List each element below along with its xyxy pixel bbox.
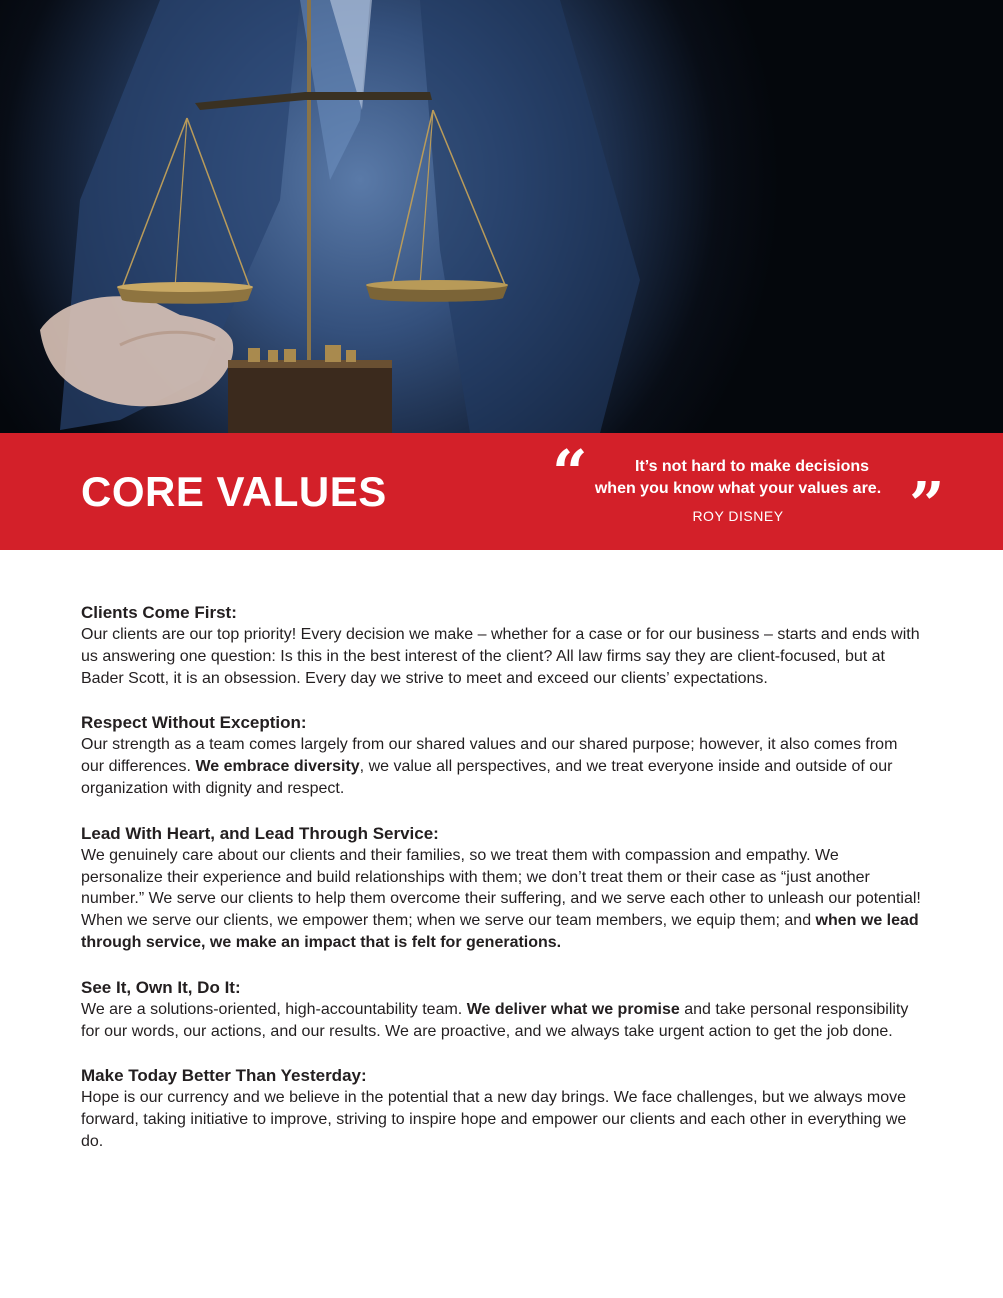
value-respect-without-exception: [81, 712, 921, 799]
value-description: Our clients are our top priority! Every decision we make – whether for a case or for our business – starts and ends with us answering one question: Is this in the best interest of the client? All law firms say they are client-focused, but at Bader Scott, it is an obsession. Every day we strive to meet and exceed our clients’ expectations.: [81, 626, 920, 687]
value-see-it-own-it-do-it: [81, 977, 921, 1043]
emphasis: We embrace diversity: [195, 758, 360, 776]
quote-line-1: It’s not hard to make decisions: [634, 458, 870, 475]
value-make-today-better: [81, 1065, 921, 1152]
value-clients-come-first: [81, 602, 921, 689]
hero-photo: [0, 0, 1003, 433]
quote-author: ROY DISNEY: [692, 508, 784, 524]
quote-line-2: when you know what your values are.: [594, 480, 882, 497]
value-description: We are a solutions-oriented, high-accountability team. We deliver what we promise and take personal responsibility for our words, our actions, and our results. We are proactive, and we always take urgent action to get the job done.: [81, 1000, 909, 1040]
scales-of-justice-illustration: [0, 0, 1003, 433]
emphasis: We deliver what we promise: [466, 1000, 680, 1018]
value-title: Lead With Heart, and Lead Through Service:: [81, 823, 439, 843]
value-lead-with-heart: [81, 823, 921, 954]
value-title: Clients Come First:: [81, 603, 237, 622]
value-title: Make Today Better Than Yesterday:: [81, 1066, 367, 1086]
page-title: CORE VALUES: [81, 468, 387, 515]
core-values-list: [81, 602, 921, 1176]
value-description: We genuinely care about our clients and their families, so we treat them with compassion and empathy. We personalize their experience and build relationships with them; we don’t treat them or their case as “just another number.” We serve our clients to help them overcome their suffering, and we serve each other to unleash our potential! When we serve our clients, we empower them; when we serve our team members, we equip them; and when we lead through service, we make an impact that is felt for generations.: [81, 846, 921, 951]
value-description: Hope is our currency and we believe in the potential that a new day brings. We face challenges, but we always move forward, taking initiative to improve, striving to inspire hope and empower our clients and each other in everything we do.: [81, 1089, 907, 1150]
close-quote-icon: ”: [909, 468, 945, 541]
open-quote-icon: “: [552, 436, 588, 509]
emphasis: when we lead through service, we make an impact that is felt for generations.: [81, 912, 919, 951]
value-title: See It, Own It, Do It:: [81, 977, 241, 997]
value-description: Our strength as a team comes largely from our shared values and our shared purpose; however, it also comes from our differences. We embrace diversity, we value all perspectives, and we treat everyone inside and outside of our organization with dignity and respect.: [81, 736, 898, 797]
value-title: Respect Without Exception:: [81, 713, 307, 733]
quote-text: [560, 456, 916, 500]
